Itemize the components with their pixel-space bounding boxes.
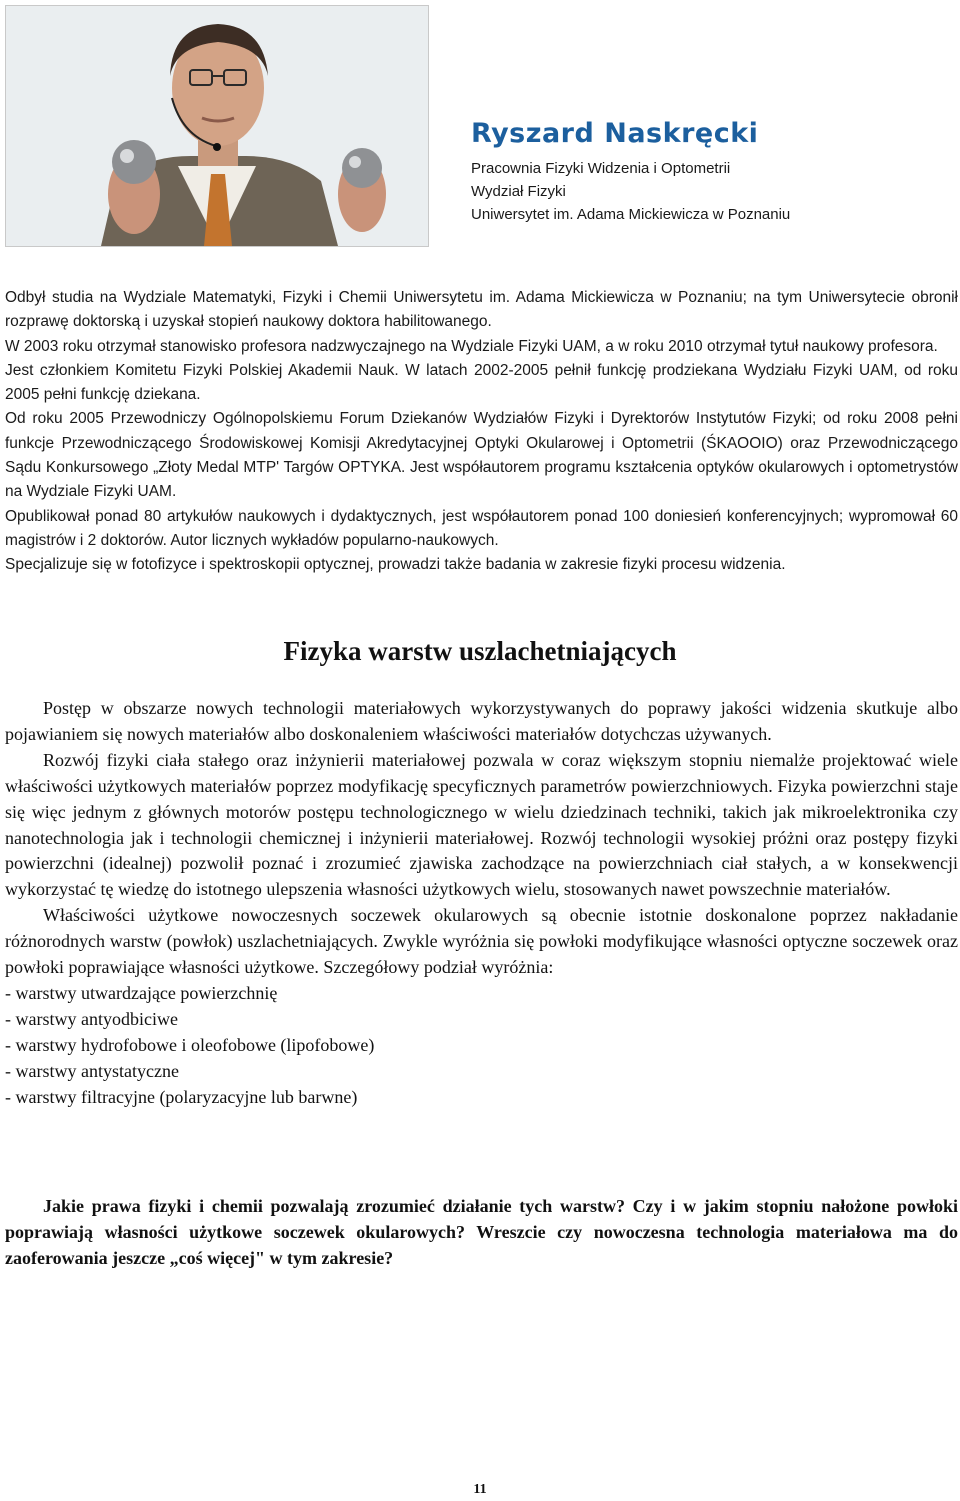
list-item: - warstwy antyodbiciwe (5, 1008, 178, 1029)
list-item: - warstwy filtracyjne (polaryzacyjne lub barwne) (5, 1086, 358, 1107)
author-photo (5, 5, 429, 247)
article-paragraph: Rozwój fizyki ciała stałego oraz inżynierii materiałowej pozwala w coraz większym stopniu niemalże projektować wiele właściwości użytkowych materiałów poprzez modyfikację specyficznych parametrów powierzchniowych. Fizyka powierzchni staje się więc jednym z głównych motorów postępu technologicznego w wielu dziedzinach techniki, takich jak mikroelektronika czy nanotechnologia jak i technologii chemicznej i inżynierii materiałowej. Rozwój technologii wysokiej próżni oraz postępy fizyki powierzchni (idealnej) pozwolił poznać i zrozumieć zjawiska zachodzące na powierzchniach ciał stałych, a w konsekwencji wykorzystać tę wiedzę do istotnego ulepszenia własności użytkowych wielu, stosowanych nawet powszechnie materiałów. (5, 749, 958, 900)
author-bio (5, 286, 958, 578)
article-question: Jakie prawa fizyki i chemii pozwalają zrozumieć działanie tych warstw? Czy i w jakim stopniu nałożone powłoki poprawiają własności użytkowe soczewek okularowych? Wreszcie czy nowoczesna technologia materiałowa ma do zaoferowania jeszcze „coś więcej" w tym zakresie? (5, 1196, 958, 1268)
list-item: - warstwy hydrofobowe i oleofobowe (lipofobowe) (5, 1034, 375, 1055)
author-header (471, 118, 941, 226)
affiliation-faculty: Wydział Fizyki (471, 183, 566, 200)
bio-paragraph: W 2003 roku otrzymał stanowisko profesora nadzwyczajnego na Wydziale Fizyki UAM, a w roku 2010 otrzymał tytuł naukowy profesora. (5, 337, 938, 355)
list-item: - warstwy utwardzające powierzchnię (5, 982, 278, 1003)
article-body (5, 696, 958, 1111)
bio-paragraph: Odbył studia na Wydziale Matematyki, Fizyki i Chemii Uniwersytetu im. Adama Mickiewicza w Poznaniu; na tym Uniwersytecie obronił rozprawę doktorską i uzyskał stopień naukowy doktora habilitowanego. (5, 289, 958, 331)
affiliation-university: Uniwersytet im. Adama Mickiewicza w Poznaniu (471, 206, 791, 223)
coating-types-list (5, 981, 958, 1111)
article-paragraph: Właściwości użytkowe nowoczesnych soczewek okularowych są obecnie istotnie doskonalone poprzez nakładanie różnorodnych warstw (powłok) uszlachetniających. Zwykle wyróżnia się powłoki modyfikujące własności optyczne soczewek oraz powłoki poprawiające własności użytkowe. Szczegółowy podział wyróżnia: (5, 905, 958, 978)
affiliation-unit: Pracownia Fizyki Widzenia i Optometrii (471, 160, 731, 177)
article-paragraph: Postęp w obszarze nowych technologii materiałowych wykorzystywanych do poprawy jakości widzenia skutkuje albo pojawianiem się nowych materiałów albo doskonaleniem właściwości materiałów dotychczas używanych. (5, 698, 958, 744)
bio-paragraph: Od roku 2005 Przewodniczy Ogólnopolskiemu Forum Dziekanów Wydziałów Fizyki i Dyrektorów Instytutów Fizyki; od roku 2008 pełni funkcje Przewodniczącego Środowiskowej Komisji Akredytacyjnej Optyki Okularowej i Optometrii (ŚKAOOIO) oraz Przewodniczącego Sądu Konkursowego „Złoty Medal MTP' Targów OPTYKA. Jest współautorem programu kształcenia optyków okularowych i optometrystów na Wydziale Fizyki UAM. (5, 410, 958, 501)
bio-paragraph: Opublikował ponad 80 artykułów naukowych i dydaktycznych, jest współautorem ponad 100 doniesień konferencyjnych; wypromował 60 magistrów i 2 doktorów. Autor licznych wykładów popularno-naukowych. (5, 507, 958, 549)
bio-paragraph: Jest członkiem Komitetu Fizyki Polskiej Akademii Nauk. W latach 2002-2005 pełnił funkcję prodziekana Wydziału Fizyki UAM, od roku 2005 pełni funkcję dziekana. (5, 361, 958, 404)
page-number: 11 (473, 1482, 487, 1497)
list-item: - warstwy antystatyczne (5, 1060, 179, 1081)
article-title: Fizyka warstw uszlachetniających (283, 636, 677, 666)
author-name: Ryszard Naskręcki (471, 118, 759, 149)
bio-paragraph: Specjalizuje się w fotofizyce i spektroskopii optycznej, prowadzi także badania w zakresie fizyki procesu widzenia. (5, 556, 786, 574)
